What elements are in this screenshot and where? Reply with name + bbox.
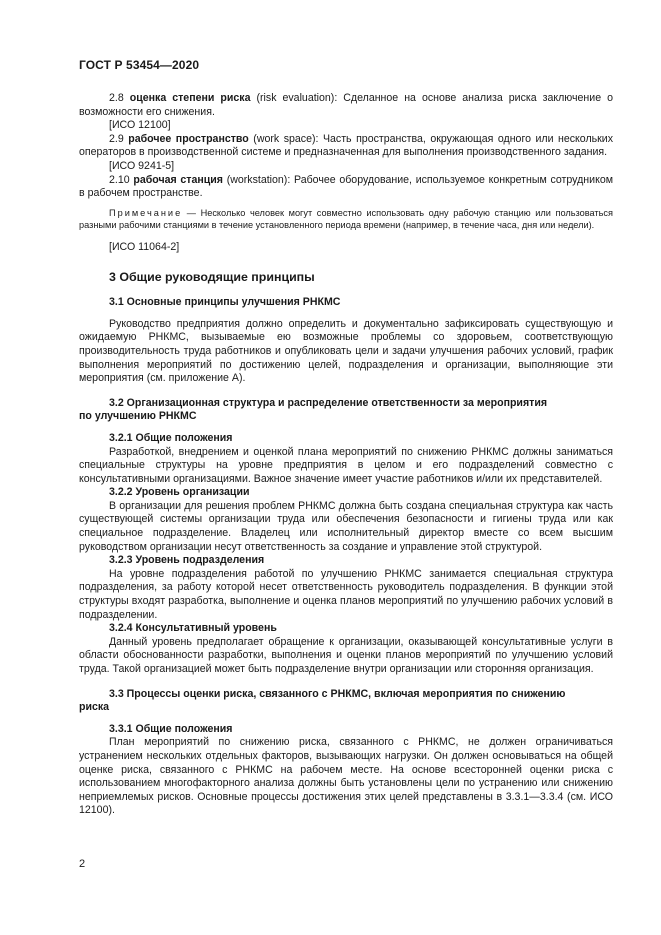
section-3-2-4-title: 3.2.4 Консультативный уровень xyxy=(109,622,277,635)
term-name: оценка степени риска xyxy=(129,92,251,104)
page-number: 2 xyxy=(79,858,86,870)
section-3-2-title: 3.2 Организационная структура и распределение ответственности за мероприятия по улучшению РНКМС xyxy=(79,396,548,423)
section-3-2-1-title: 3.2.1 Общие положения xyxy=(109,431,233,444)
section-3-3-1-title: 3.3.1 Общие положения xyxy=(109,722,233,735)
term-2-8: 2.8 оценка степени риска (risk evaluation): Сделанное на основе анализа риска заключение о возможности его снижения. xyxy=(79,92,613,118)
section-3-3-title: 3.3 Процессы оценки риска, связанного с РНКМС, включая мероприятия по снижению риска xyxy=(79,687,566,714)
note xyxy=(79,207,613,232)
section-3-2-4-text: Данный уровень предполагает обращение к организации, оказывающей консультативные услуги в области обоснованности разработки, выполнения и оценки планов мероприятий по улучшению условий труда. Такой организацией может быть подразделение внутри организации или сторонняя организация. xyxy=(79,635,613,675)
standard-header: ГОСТ Р 53454—2020 xyxy=(79,58,200,72)
note-source: [ИСО 11064-2] xyxy=(109,240,180,253)
term-source: [ИСО 9241-5] xyxy=(109,159,175,172)
term-name: рабочее пространство xyxy=(128,132,249,145)
term-name: рабочая станция xyxy=(133,173,223,186)
term-2-9: 2.9 рабочее пространство (work space): Часть пространства, окружающая одного или нескольких операторов в производственной системе и предназначенная для выполнения производственного задания. xyxy=(79,132,613,159)
term-source: [ИСО 12100] xyxy=(109,119,171,132)
section-3-1-title: 3.1 Основные принципы улучшения РНКМС xyxy=(109,296,341,309)
section-3-2-2-title: 3.2.2 Уровень организации xyxy=(109,486,250,499)
section-3-2-1-text: Разработкой, внедрением и оценкой плана мероприятий по снижению РНКМС должны заниматься специальные структуры на уровне предприятия в целом и его подразделений совместно с консультативными организациями. Важное значение имеет участие работников и/или их представителей. xyxy=(79,445,613,485)
note-text: — Несколько человек могут совместно использовать одну рабочую станцию или пользоваться разными рабочими станциями в течение установленного периода времени (например, в течение часа, дня или недели). xyxy=(79,207,613,231)
section-3-3-1-text: План мероприятий по снижению риска, связанного с РНКМС, не должен ограничиваться устранением нескольких отдельных факторов, вызывающих нагрузки. Он должен основываться на общей оценке риска, связанного с РНКМС на рабочем месте. На основе всесторонней оценки риска с использованием многофакторного анализа должны быть установлены цели по устранению или снижению неприемлемых рисков. Основные процессы достижения этих целей представлены в 3.3.1—3.3.4 (см. ИСО 12100). xyxy=(79,736,613,817)
section-3-2-3-title: 3.2.3 Уровень подразделения xyxy=(109,554,265,567)
section-3-title: 3 Общие руководящие принципы xyxy=(109,270,315,285)
term-2-10: 2.10 рабочая станция (workstation): Рабочее оборудование, используемое конкретным сотрудником в рабочем пространстве. xyxy=(79,173,613,200)
section-3-1-text: Руководство предприятия должно определить и документально зафиксировать существующую и ожидаемую РНКМС, вызываемые ею возможные проблемы со здоровьем, соответствующую производительность труда работников и опубликовать цели и задачи улучшения рабочих условий, график выполнения мероприятий по достижению целей, подразделения и организации, выполняющие эти мероприятия (см. приложение А). xyxy=(79,317,613,385)
section-3-2-2-text: В организации для решения проблем РНКМС должна быть создана специальная структура как часть существующей системы организации труда или обеспечения безопасности и гигиены труда или как специальное подразделение. Владелец или исполнительный директор вместе со всем высшим руководством организации несут ответственность за создание и управление этой структурой. xyxy=(79,499,613,553)
page-content xyxy=(79,92,613,818)
section-3-2-3-text: На уровне подразделения работой по улучшению РНКМС занимается специальная структура подразделения, за работу которой несет ответственность руководитель подразделения. В функции этой структуры входят разработка, выполнение и оценка планов мероприятий по улучшению рабочих условий в подразделении. xyxy=(79,567,613,621)
note-label: Примечание xyxy=(109,207,183,218)
